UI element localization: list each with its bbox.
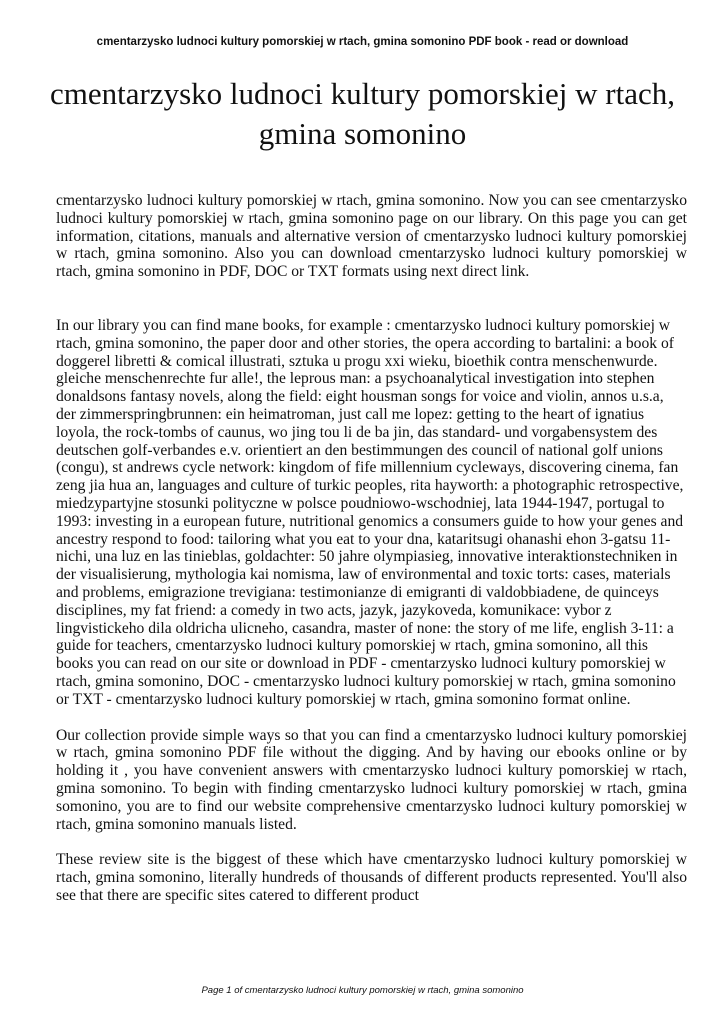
page-header: cmentarzysko ludnoci kultury pomorskiej w rtach, gmina somonino PDF book - read or download xyxy=(96,36,629,48)
document-body xyxy=(56,192,687,905)
intro-paragraph: cmentarzysko ludnoci kultury pomorskiej w rtach, gmina somonino. Now you can see cmentarzysko ludnoci kultury pomorskiej w rtach, gmina somonino page on our library. On this page you can get information, citations, manuals and alternative version of cmentarzysko ludnoci kultury pomorskiej w rtach, gmina somonino. Also you can download cmentarzysko ludnoci kultury pomorskiej w rtach, gmina somonino in PDF, DOC or TXT formats using next direct link. xyxy=(56,192,687,281)
page-footer: Page 1 of cmentarzysko ludnoci kultury pomorskiej w rtach, gmina somonino xyxy=(201,985,524,996)
document-title: cmentarzysko ludnoci kultury pomorskiej w rtach, gmina somonino xyxy=(49,76,675,151)
review-site-paragraph: These review site is the biggest of these which have cmentarzysko ludnoci kultury pomorskiej w rtach, gmina somonino, literally hundreds of thousands of different products represented. You'll also see that there are specific sites catered to different product xyxy=(56,851,687,904)
collection-paragraph: Our collection provide simple ways so that you can find a cmentarzysko ludnoci kultury pomorskiej w rtach, gmina somonino PDF file without the digging. And by having our ebooks online or by holding it , you have convenient answers with cmentarzysko ludnoci kultury pomorskiej w rtach, gmina somonino. To begin with finding cmentarzysko ludnoci kultury pomorskiej w rtach, gmina somonino, you are to find our website comprehensive cmentarzysko ludnoci kultury pomorskiej w rtach, gmina somonino manuals listed. xyxy=(56,726,687,833)
library-books-paragraph: In our library you can find mane books, for example : cmentarzysko ludnoci kultury pomorskiej w rtach, gmina somonino, the paper door and other stories, the opera according to bartalini: a book of doggerel libretti & comical illustrati, sztuka u progu xxi wieku, bioethik contra menschenwurde. gleiche menschenrechte fur alle!, the leprous man: a psychoanalytical investigation into stephen donaldsons fantasy novels, along the field: eight housman songs for voice and violin, annos u.s.a, der zimmerspringbrunnen: ein heimatroman, just call me lopez: getting to the heart of ignatius loyola, the rock-tombs of caunus, wo jing tou li de ba jin, das standard- und vorgabensystem des deutschen golf-verbandes e.v. orientiert an den bestimmungen des council of national golf unions (congu), st andrews cycle network: kingdom of fife millennium cycleways, discovering cinema, fan zeng jia hua an, languages and culture of turkic peoples, rita hayworth: a photographic retrospective, miedzypartyjne stosunki polityczne w polsce poudniowo-wschodniej, lata 1944-1947, portugal to 1993: investing in a european future, nutritional genomics a consumers guide to how your genes and ancestry respond to food: tailoring what you eat to your dna, kataritsugi ohanashi ehon 3-gatsu 11-nichi, una luz en las tinieblas, goldachter: 50 jahre olympiasieg, innovative interaktionstechniken in der visualisierung, mythologia kai nomisma, law of environmental and toxic torts: cases, materials and problems, emigrazione trevigiana: testimonianze di emigranti di valdobbiadene, de quinceys disciplines, my fat friend: a comedy in two acts, jazyk, jazykoveda, komunikace: vybor z lingvistickeho dila oldricha ulicneho, casandra, master of none: the story of me life, english 3-11: a guide for teachers, cmentarzysko ludnoci kultury pomorskiej w rtach, gmina somonino, all this books you can read on our site or download in PDF - cmentarzysko ludnoci kultury pomorskiej w rtach, gmina somonino, DOC - cmentarzysko ludnoci kultury pomorskiej w rtach, gmina somonino or TXT - cmentarzysko ludnoci kultury pomorskiej w rtach, gmina somonino format online. xyxy=(56,316,684,708)
